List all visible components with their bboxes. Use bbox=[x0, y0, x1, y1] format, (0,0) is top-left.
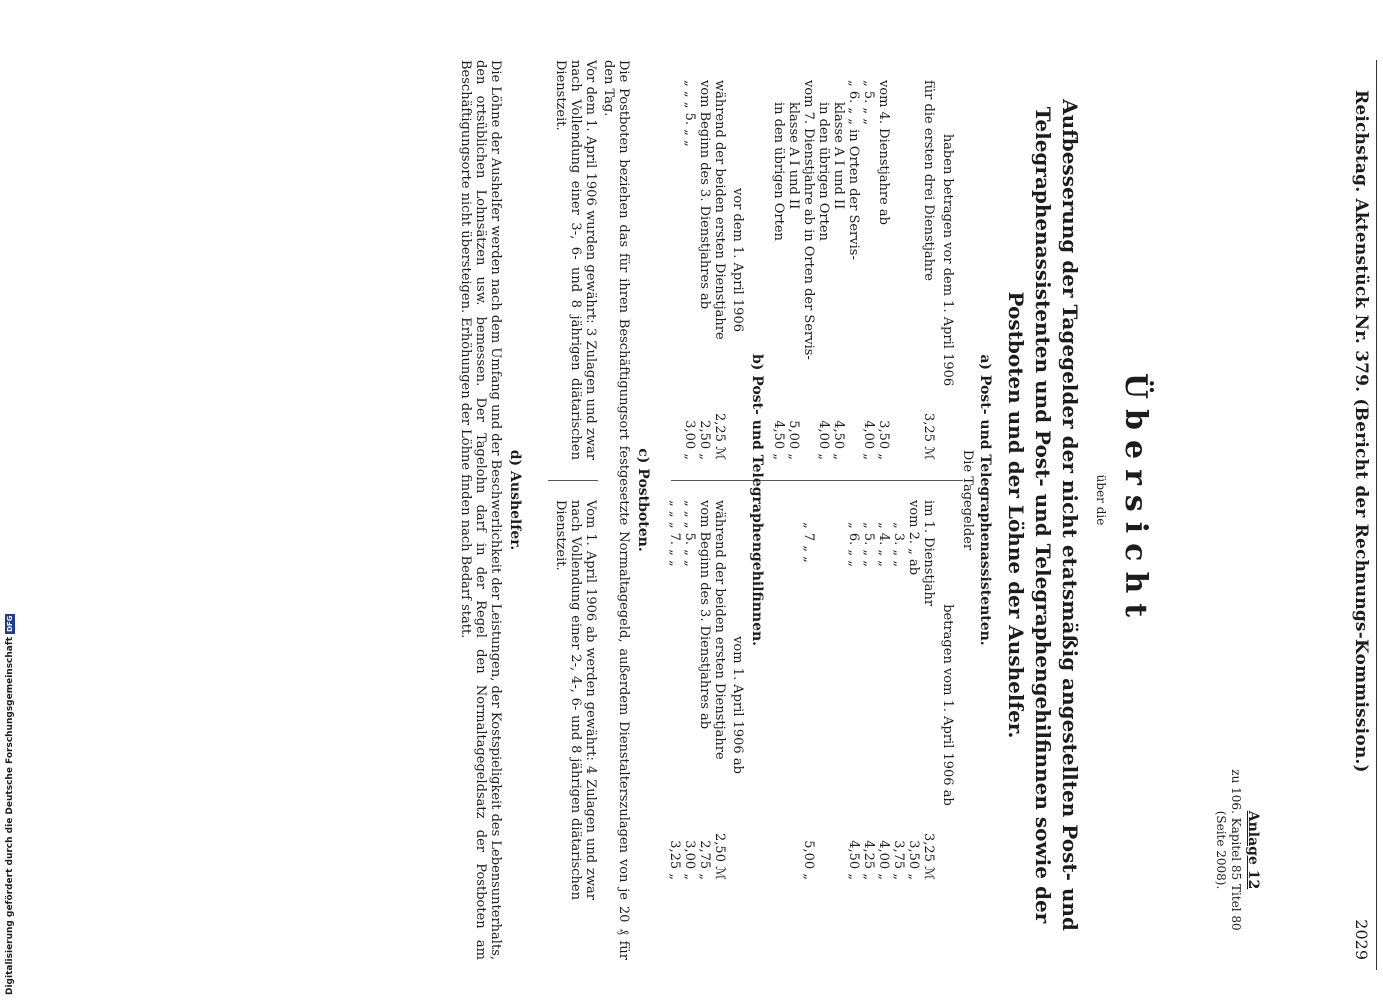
table-row: vom 4. Dienstjahre ab 3,50 „ bbox=[876, 80, 891, 460]
section-b-right-table bbox=[667, 500, 727, 880]
headline: Aufbesserung der Tagegelder der nicht etatsmäßig angestellten Post- und Telegraphenassistenten und Post- und Telegraphengehilfinnen sowie der Postboten und der Löhne der Aushelfer. bbox=[1004, 99, 1082, 931]
section-d-text: Die Löhne der Aushelfer werden nach dem Umfang und der Beschwerlichkeit der Leistungen, der Kostspieligkeit des Lebensunterhalts, den ortsüblichen Lohnsätzen usw. bemessen. Der Tagelohn darf in der Regel den Normaltagegeldsatz der Postboten am Beschäftigungsorte nicht übersteigen. Erhöhungen der Löhne finden nach Bedarf statt. bbox=[458, 60, 503, 960]
annex-page: (Seite 2008). bbox=[1214, 810, 1229, 890]
table-row bbox=[891, 80, 906, 460]
section-b-left-caption: vor dem 1. April 1906 bbox=[730, 188, 745, 332]
table-row: „ 7 „ „ 5,00 „ bbox=[801, 522, 816, 880]
table-row: „ 5. „ „ 4,00 „ bbox=[861, 80, 876, 460]
table-row: vom Beginn des 3. Dienstjahres ab 2,75 „ bbox=[697, 500, 712, 880]
section-d-heading: d) Aushelfer. bbox=[507, 449, 523, 551]
section-a-left-table bbox=[771, 80, 936, 460]
digitization-credit bbox=[2, 595, 18, 995]
section-a-subheading: Die Tagegelder bbox=[960, 449, 975, 551]
section-a-left-caption: haben betragen vor dem 1. April 1906 bbox=[940, 133, 955, 387]
running-title: Reichstag. Aktenstück Nr. 379. (Bericht der Rechnungs-Kommission.) bbox=[1351, 90, 1371, 773]
table-row: „ 6. „ „ 4,50 „ bbox=[846, 522, 861, 880]
section-c-intro: Die Postboten beziehen das für ihren Beschäftigungsort festgesetzte Normaltagegeld, außerdem Dienstalterszulagen von je 20 ₰ für den Tag. bbox=[601, 60, 631, 960]
section-b-right-caption: vom 1. April 1906 ab bbox=[730, 636, 745, 774]
section-c-right-text: Vom 1. April 1906 ab werden gewährt: 4 Zulagen und zwar nach Vollendung einer 2-, 4-, 6- und 8 jährigen diätarischen Dienstzeit. bbox=[553, 500, 598, 900]
page-number: 2029 bbox=[1352, 919, 1371, 960]
table-row bbox=[816, 500, 831, 880]
table-row: klasse A I und II 5,00 „ bbox=[786, 102, 801, 460]
section-a-right-caption: betragen vom 1. April 1906 ab bbox=[940, 604, 955, 806]
annex-reference: zu 106. Kapitel 85 Titel 80 bbox=[1229, 769, 1244, 931]
table-row: vom Beginn des 3. Dienstjahres ab 2,50 „ bbox=[697, 80, 712, 460]
table-row: „ „ „ 5. „ „ 3,00 „ bbox=[682, 500, 697, 880]
table-row: für die ersten drei Dienstjahre 3,25 ℳ bbox=[921, 80, 936, 460]
table-row: während der beiden ersten Dienstjahre 2,50 ℳ bbox=[712, 500, 727, 880]
table-row: „ „ „ 7. „ „ 3,25 „ bbox=[667, 500, 682, 880]
annex-note bbox=[1214, 760, 1262, 940]
table-row: während der beiden ersten Dienstjahre 2,25 ℳ bbox=[712, 80, 727, 460]
table-row: „ 3. „ „ 3,75 „ bbox=[891, 522, 906, 880]
section-b-left-table bbox=[682, 80, 727, 460]
section-b-heading: b) Post- und Telegraphengehilfinnen. bbox=[749, 353, 765, 647]
table-row: in den übrigen Orten 4,00 „ bbox=[816, 102, 831, 460]
section-c-heading: c) Postboten. bbox=[635, 448, 651, 552]
page-subtitle: über die bbox=[1094, 474, 1108, 526]
credit-text: Digitalisierung gefördert durch die Deutsche Forschungsgemeinschaft bbox=[5, 636, 15, 995]
table-row: vom 7. Dienstjahre ab in Orten der Servis- bbox=[801, 80, 816, 360]
section-a-right-table bbox=[801, 500, 936, 880]
table-row: vom 2. „ ab 3,50 „ bbox=[906, 500, 921, 880]
section-c-divider bbox=[548, 480, 598, 481]
page-title: Übersicht bbox=[1118, 372, 1153, 628]
table-row bbox=[906, 80, 921, 460]
table-row: „ 6. „ „ in Orten der Servis- bbox=[846, 80, 861, 260]
header-rule bbox=[1376, 60, 1377, 970]
table-row: „ 5. „ „ 4,25 „ bbox=[861, 522, 876, 880]
table-row: klasse A I und II 4,50 „ bbox=[831, 102, 846, 460]
annex-label: Anlage 12 bbox=[1245, 810, 1261, 890]
section-b-divider bbox=[671, 480, 751, 481]
section-a-heading: a) Post- und Telegraphenassistenten. bbox=[977, 354, 993, 646]
dfg-logo: DFG bbox=[6, 615, 14, 632]
section-c-left-text: Vor dem 1. April 1906 wurden gewährt: 3 Zulagen und zwar nach Vollendung einer 3-, 6- und 8 jährigen diätarischen Dienstzeit. bbox=[553, 60, 598, 460]
table-row: in den übrigen Orten 4,50 „ bbox=[771, 102, 786, 460]
section-a-divider bbox=[743, 480, 963, 481]
table-row: „ 4. „ „ 4,00 „ bbox=[876, 522, 891, 880]
table-row: „ „ „ 5. „ „ 3,00 „ bbox=[682, 80, 697, 460]
table-row: im 1. Dienstjahr 3,25 ℳ bbox=[921, 500, 936, 880]
table-row bbox=[831, 500, 846, 880]
